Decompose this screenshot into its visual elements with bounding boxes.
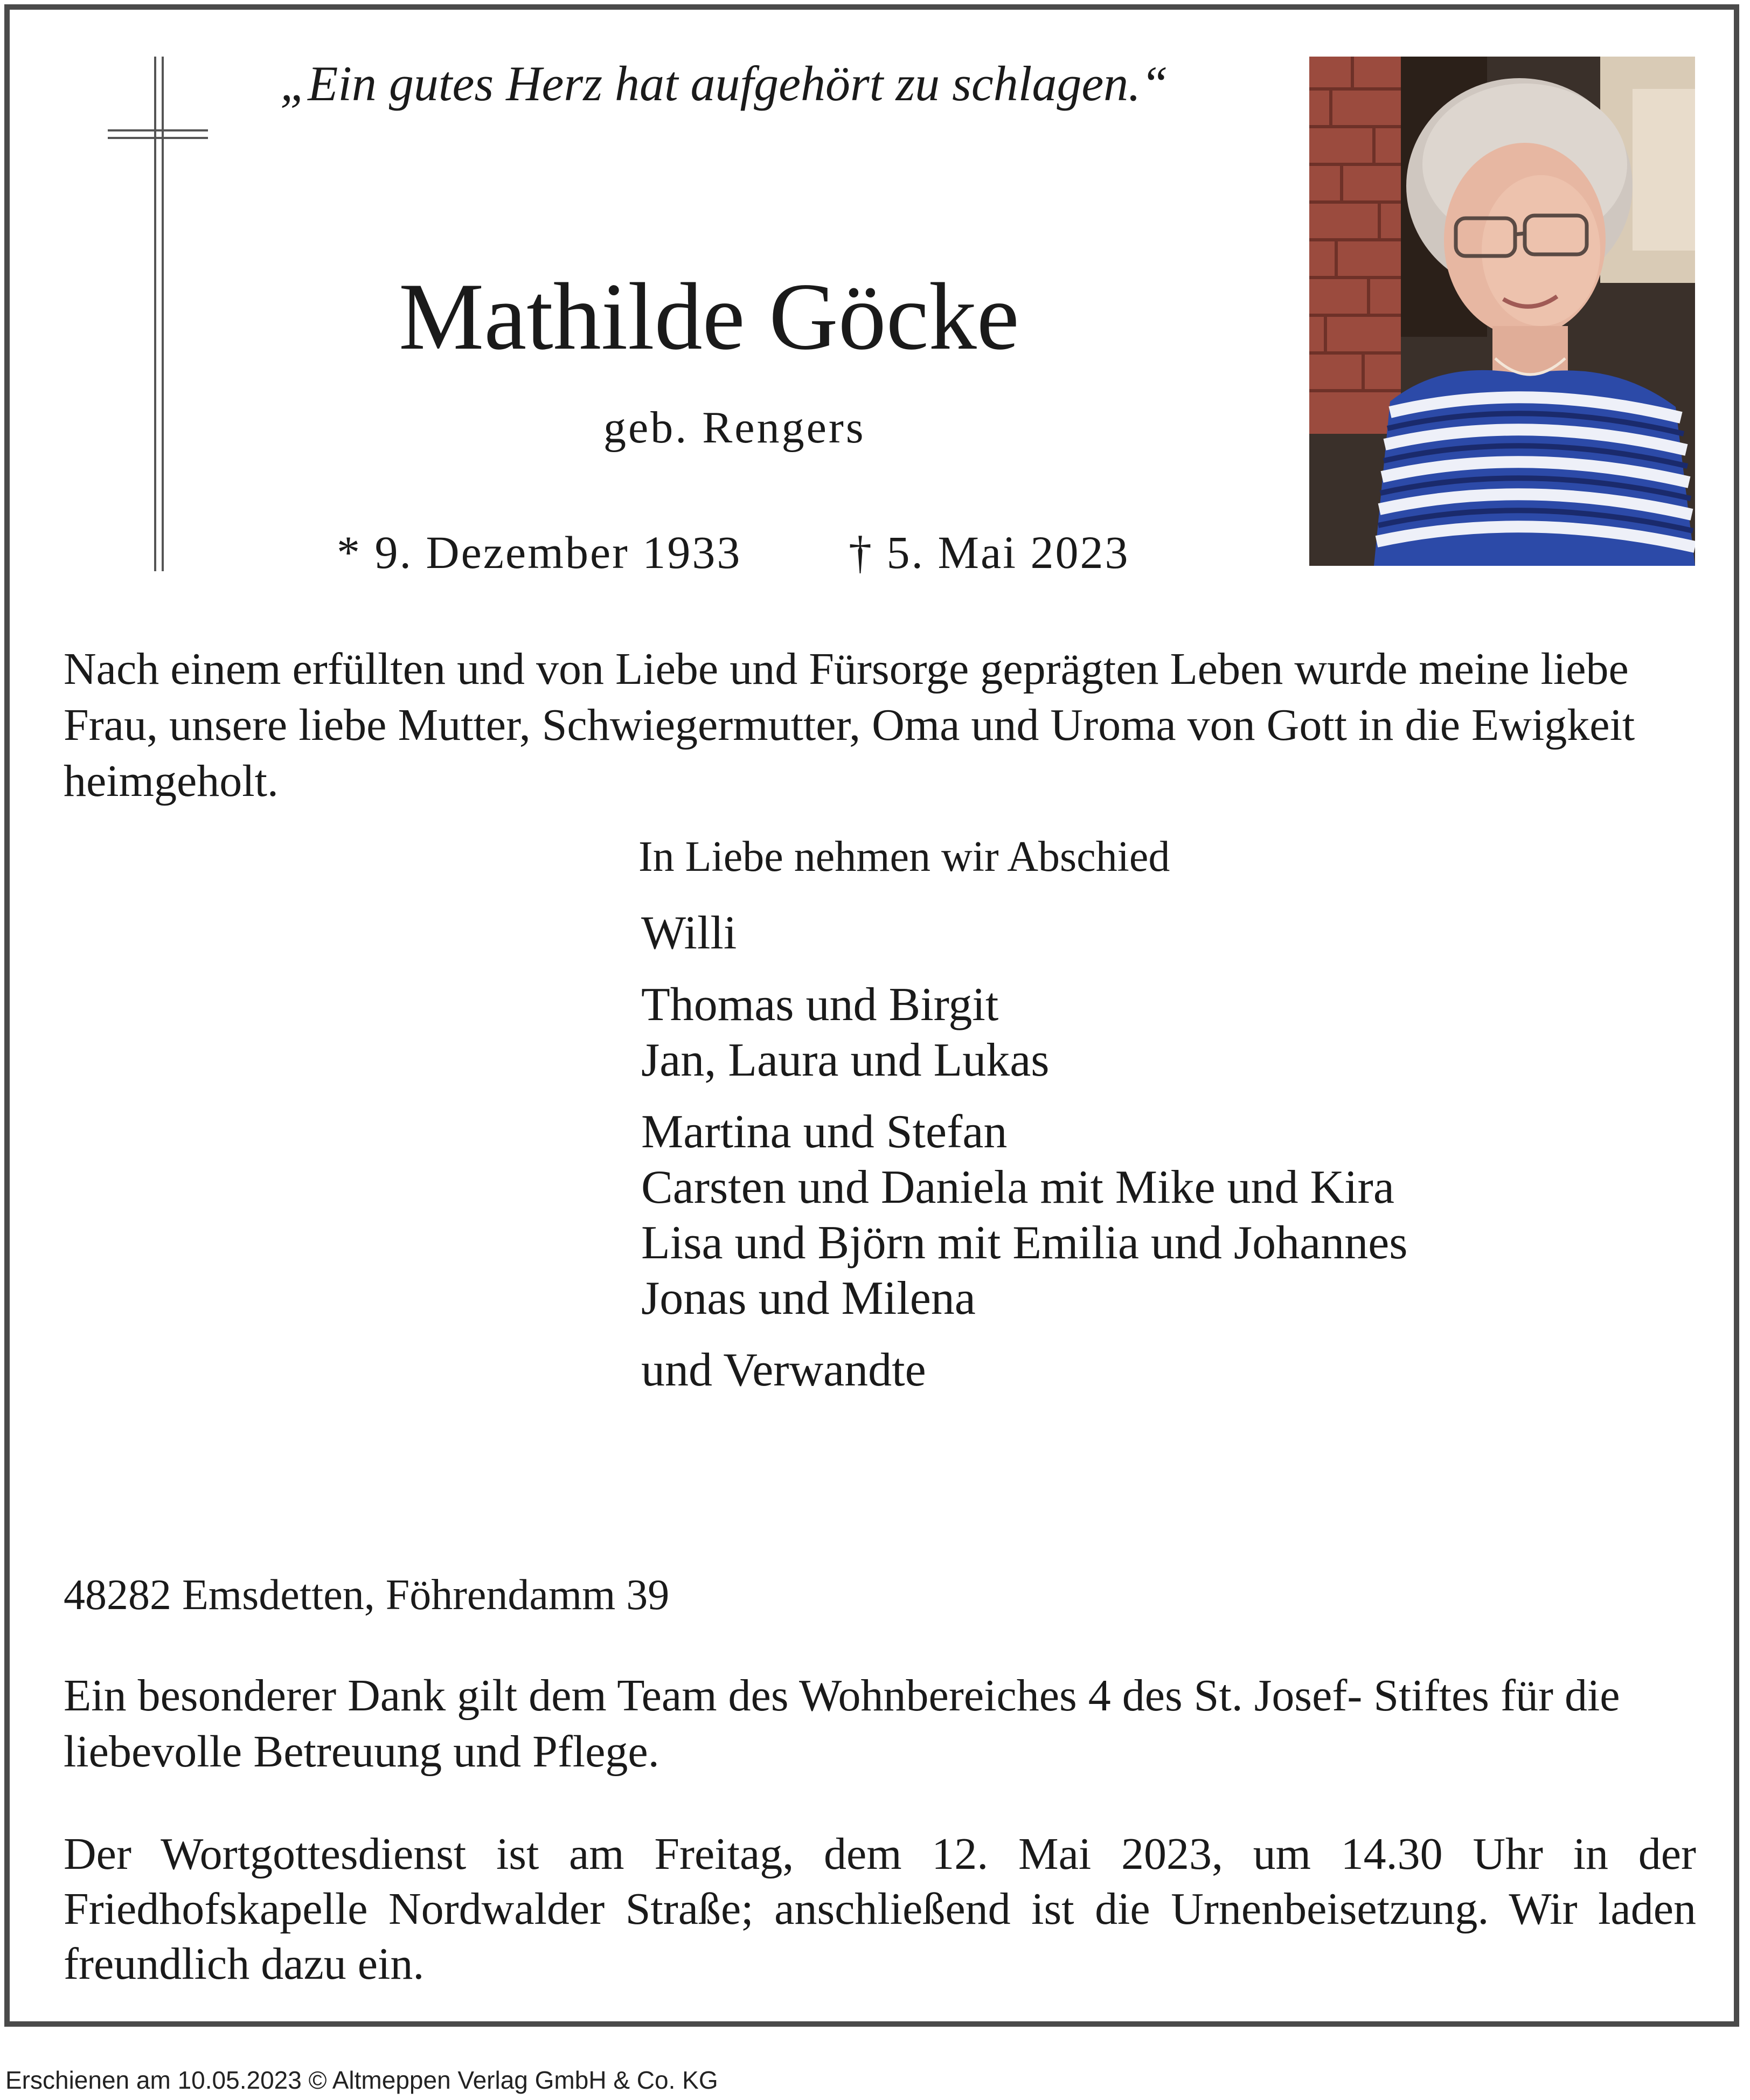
birth-date: * 9. Dezember 1933: [337, 526, 742, 578]
mourners-group: [641, 1342, 1408, 1398]
mourner-line: Jonas und Milena: [641, 1272, 976, 1325]
mourner-line: Thomas und Birgit: [641, 979, 999, 1031]
mourners-list: [641, 905, 1408, 1414]
motto-quote: „Ein gutes Herz hat aufgehört zu schlagen.“: [280, 56, 1169, 111]
intro-text: Nach einem erfüllten und von Liebe und Fürsorge geprägten Leben wurde meine liebe Frau, unsere liebe Mutter, Schwiegermutter, Oma und Uroma von Gott in die Ewigkeit heimgeholt.: [64, 644, 1635, 806]
death-date: † 5. Mai 2023: [849, 526, 1130, 578]
mourners-group: [641, 977, 1408, 1088]
mourner-line: Jan, Laura und Lukas: [641, 1034, 1050, 1086]
mourner-line: Lisa und Björn mit Emilia und Johannes: [641, 1217, 1408, 1269]
thanks-text: Ein besonderer Dank gilt dem Team des Wohnbereiches 4 des St. Josef- Stiftes für die liebevolle Betreuung und Pflege.: [64, 1671, 1620, 1777]
mourner-line: und Verwandte: [641, 1344, 926, 1396]
mourners-group: [641, 1104, 1408, 1326]
mourner-line: Willi: [641, 907, 737, 959]
publication-footer: Erschienen am 10.05.2023 © Altmeppen Verlag GmbH & Co. KG: [5, 2066, 718, 2094]
portrait-photo: [1309, 57, 1695, 566]
address-line: 48282 Emsdetten, Föhrendamm 39: [64, 1571, 670, 1619]
service-info: Der Wortgottesdienst ist am Freitag, dem 12. Mai 2023, um 14.30 Uhr in der Friedhofskapelle Nordwalder Straße; anschließend ist die Urnenbeisetzung. Wir laden freundlich dazu ein.: [64, 1829, 1696, 1989]
deceased-name: Mathilde Göcke: [399, 263, 1019, 370]
farewell-line: In Liebe nehmen wir Abschied: [638, 833, 1170, 881]
mourners-group: [641, 905, 1408, 961]
maiden-name: geb. Rengers: [603, 403, 866, 453]
mourner-line: Martina und Stefan: [641, 1106, 1008, 1158]
mourner-line: Carsten und Daniela mit Mike und Kira: [641, 1161, 1394, 1214]
